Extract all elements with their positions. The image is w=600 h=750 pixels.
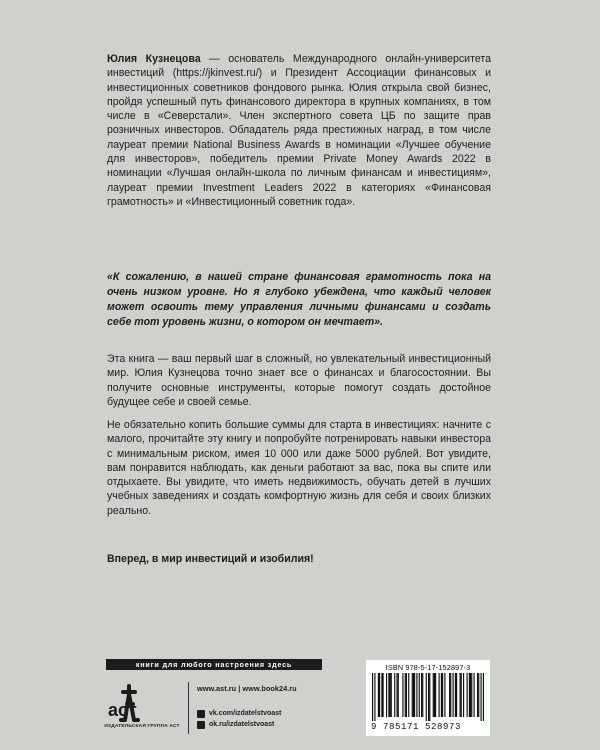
barcode-bar bbox=[469, 673, 470, 717]
barcode-bar bbox=[379, 673, 380, 717]
barcode-bar bbox=[441, 673, 442, 717]
barcode-bar bbox=[433, 673, 434, 717]
barcode-bar bbox=[406, 673, 407, 717]
publisher-name: ИЗДАТЕЛЬСКАЯ ГРУППА АСТ bbox=[104, 724, 180, 729]
barcode-bar bbox=[481, 673, 482, 721]
barcode-bar bbox=[381, 673, 382, 717]
vk-icon bbox=[197, 710, 205, 718]
barcode-bar bbox=[413, 673, 414, 717]
author-bio-text: — основатель Международного онлайн-университета инвестиций (https://jkinvest.ru/) и Президент Ассоциации финансовых и инвестиционных советников фондового рынка. Юлия открыла свой бизнес, пройдя успешный путь финансового директора в крупных компаниях, в том числе в «Северстали». Член экспертного совета ЦБ по защите прав розничных инвесторов. Обладатель ряда престижных наград, в том числе лауреат премии National Business Awards в номинации «Лучшее обучение для инвесторов», победитель премии Private Money Awards 2022 в номинации «Лучшая онлайн-школа по личным финансам и инвестициям», лауреат премии Investment Leaders 2022 в категориях «Финансовая грамотность» и «Инвестиционный советник года». bbox=[107, 53, 491, 208]
description-paragraph-2: Не обязательно копить большие суммы для старта в инвестициях: начните с малого, прочитайте эту книгу и попробуйте потренировать навыки инвестора с минимальным риском, имея 10 000 или даже 5000 рублей. Вот увидите, вам понравится наблюдать, как деньги работают за вас, пока вы спите или отдыхаете. Вы увидите, что иметь недвижимость, обучать детей в лучших учебных заведениях и создать комфортную жизнь для себя и своих близких реально. bbox=[107, 419, 491, 517]
social-links bbox=[197, 708, 281, 730]
barcode-bar bbox=[391, 673, 392, 717]
barcode-bar bbox=[388, 673, 389, 717]
isbn-label: ISBN 978-5-17-152897-3 bbox=[385, 663, 471, 672]
description-paragraph-1: Эта книга — ваш первый шаг в сложный, но увлекательный инвестиционный мир. Юлия Кузнецова точно знает все о финансах и благосостоянии. Вы получите основные инструменты, которые помогут создать достойное будущее себе и своей семье. bbox=[107, 353, 491, 408]
author-quote: «К сожалению, в нашей стране финансовая грамотность пока на очень низком уровне. Но я глубоко убеждена, что каждый человек может освоить тему управления личными финансами и создать себе тот уровень жизни, о котором он мечтает». bbox=[107, 271, 491, 328]
barcode-bar bbox=[483, 673, 484, 721]
barcode-bar bbox=[467, 673, 468, 717]
barcode-bar bbox=[422, 673, 423, 717]
ast-logo-icon bbox=[106, 682, 152, 722]
ast-logo-text: аст bbox=[108, 700, 137, 720]
barcode-bar bbox=[408, 673, 409, 717]
barcode-bar bbox=[456, 673, 457, 717]
barcode-bar bbox=[405, 673, 406, 717]
ok-link[interactable] bbox=[197, 719, 281, 730]
barcode-bar bbox=[372, 673, 373, 721]
ok-link-text: ok.ru/izdatelstvoast bbox=[209, 721, 275, 728]
barcode-bar bbox=[442, 673, 443, 717]
author-bio bbox=[107, 52, 491, 209]
barcode-bar bbox=[477, 673, 478, 717]
barcode-bar bbox=[402, 673, 403, 717]
footer-divider bbox=[188, 682, 189, 734]
website-links[interactable]: www.ast.ru | www.book24.ru bbox=[197, 684, 297, 693]
barcode-bar bbox=[444, 673, 445, 717]
barcode-bar bbox=[428, 673, 429, 721]
barcode-bar bbox=[471, 673, 472, 717]
barcode-bar bbox=[426, 673, 427, 721]
barcode-block bbox=[366, 660, 490, 736]
vk-link-text: vk.com/izdatelstvoast bbox=[209, 710, 282, 717]
barcode-bar bbox=[419, 673, 420, 717]
vk-link[interactable] bbox=[197, 708, 281, 719]
barcode-bar bbox=[374, 673, 375, 721]
barcode-bar bbox=[461, 673, 462, 717]
barcode-bar bbox=[416, 673, 417, 717]
barcode-bar bbox=[453, 673, 454, 717]
barcode-bar bbox=[386, 673, 387, 717]
barcode-bar bbox=[412, 673, 413, 717]
barcode-digits: 9 785171 528973 bbox=[371, 722, 462, 732]
barcode-bar bbox=[449, 673, 450, 717]
barcode-bar bbox=[460, 673, 461, 717]
barcode-bar bbox=[455, 673, 456, 717]
barcode-bar bbox=[378, 673, 379, 717]
closing-line: Вперед, в мир инвестиций и изобилия! bbox=[107, 553, 314, 565]
publisher-tagline: книги для любого настроения здесь bbox=[106, 659, 322, 670]
barcode-bar bbox=[435, 673, 436, 717]
barcode-bar bbox=[390, 673, 391, 717]
barcode-bar bbox=[421, 673, 422, 717]
barcode-bar bbox=[439, 673, 440, 717]
barcode-bar bbox=[394, 673, 395, 717]
barcode-bar bbox=[478, 673, 479, 717]
barcode-bar bbox=[429, 673, 430, 721]
barcode-bar bbox=[398, 673, 399, 717]
barcode-bar bbox=[397, 673, 398, 717]
barcode-bar bbox=[463, 673, 464, 717]
barcode-bar bbox=[474, 673, 475, 717]
ok-icon bbox=[197, 721, 205, 729]
barcode-icon bbox=[372, 673, 484, 721]
barcode-bar bbox=[450, 673, 451, 717]
barcode-bar bbox=[434, 673, 435, 717]
author-name: Юлия Кузнецова bbox=[107, 53, 201, 65]
barcode-bar bbox=[414, 673, 415, 717]
barcode-bar bbox=[383, 673, 384, 717]
barcode-bar bbox=[470, 673, 471, 717]
